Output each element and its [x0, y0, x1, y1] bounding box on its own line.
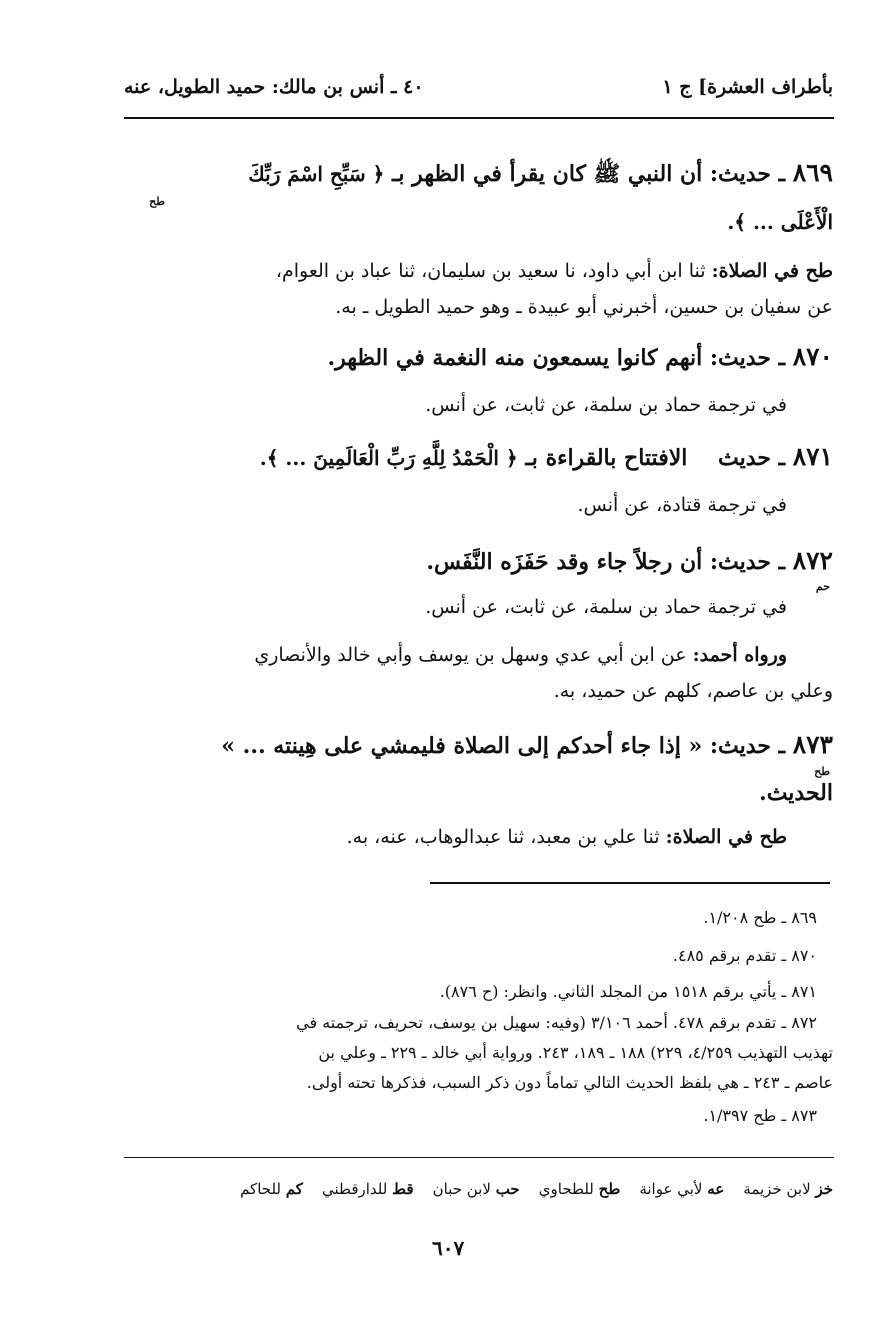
source-mark: حم	[815, 580, 830, 593]
hadith-870-note: في ترجمة حماد بن سلمة، عن ثابت، عن أنس.	[425, 394, 787, 416]
footnote-870: ٨٧٠ ـ تقدم برقم ٤٨٥.	[672, 946, 817, 965]
legend-item: خز لابن خزيمة	[743, 1180, 833, 1198]
footnote-869: ٨٦٩ ـ طح ١/٢٠٨.	[703, 908, 817, 927]
running-header-book: بأطراف العشرة] ج ١	[662, 76, 833, 98]
hadith-text: أنهم كانوا يسمعون منه النغمة في الظهر.	[327, 345, 703, 371]
hadith-873-continued: الحديث.	[759, 780, 833, 806]
hadith-869-heading: ٨٦٩ ـ حديث: أن النبي ﷺ كان يقرأ في الظهر بـ ﴿ سَبِّحِ اسْمَ رَبِّكَ	[248, 158, 833, 187]
hadith-873-source-line	[347, 826, 787, 848]
footnote-872: ٨٧٢ ـ تقدم برقم ٤٧٨. أحمد ٣/١٠٦ (وفيه: سهيل بن يوسف، تحريف، ترجمته في	[296, 1013, 817, 1032]
quran-quote-continued: الْأَعْلَى ... ﴾.	[727, 210, 833, 234]
legend-rule	[124, 1157, 834, 1158]
isnad-text: ثنا ابن أبي داود، نا سعيد بن سليمان، ثنا عباد بن العوام،	[275, 260, 706, 282]
page-number: ٦٠٧	[432, 1236, 465, 1260]
quran-quote: ﴿ سَبِّحِ اسْمَ رَبِّكَ	[248, 162, 385, 186]
quran-quote: ﴿ الْحَمْدُ لِلَّهِ رَبِّ الْعَالَمِينَ ... ﴾.	[259, 446, 518, 470]
hadith-873-heading: ٨٧٣ ـ حديث: « إذا جاء أحدكم إلى الصلاة فليمشي على هِينته ... »	[221, 730, 833, 759]
legend-item: حب لابن حبان	[432, 1180, 520, 1198]
hadith-label: حديث:	[709, 549, 771, 575]
hadith-number: ٨٧٣	[792, 730, 833, 759]
hadith-text: الافتتاح بالقراءة بـ	[525, 445, 688, 471]
hadith-number: ٨٧٢	[792, 546, 833, 575]
hadith-872-ahmad-line	[254, 644, 787, 666]
source-label: طح في الصلاة:	[665, 826, 787, 848]
hadith-label: حديث	[718, 445, 771, 471]
isnad-text: ثنا علي بن معبد، ثنا عبدالوهاب، عنه، به.	[346, 826, 660, 848]
hadith-870-heading: ٨٧٠ ـ حديث: أنهم كانوا يسمعون منه النغمة في الظهر.	[327, 342, 833, 371]
hadith-871-note: في ترجمة قتادة، عن أنس.	[577, 494, 787, 516]
hadith-label: حديث:	[709, 345, 771, 371]
legend-item: طح للطحاوي	[538, 1180, 621, 1198]
hadith-872-heading: ٨٧٢ ـ حديث: أن رجلاً جاء وقد حَفَزَه النَّفَس.	[426, 546, 833, 575]
hadith-number: ٨٧١	[792, 442, 833, 471]
hadith-872-ahmad-line-2: وعلي بن عاصم، كلهم عن حميد، به.	[553, 680, 833, 702]
footnote-871: ٨٧١ ـ يأتي برقم ١٥١٨ من المجلد الثاني. وانظر: (ح ٨٧٦).	[439, 982, 817, 1001]
source-mark: طح	[814, 765, 830, 778]
footnote-872-line-2: تهذيب التهذيب ٤/٢٥٩، ٢٢٩) ١٨٨ ـ ١٨٩، ٢٤٣. ورواية أبي خالد ـ ٢٢٩ ـ وعلي بن	[318, 1043, 833, 1062]
hadith-text: « إذا جاء أحدكم إلى الصلاة فليمشي على هِينته ... »	[221, 733, 703, 759]
footnote-872-line-3: عاصم ـ ٢٤٣ ـ هي بلفظ الحديث التالي تماماً دون ذكر السبب، فذكرها تحته أولى.	[306, 1073, 833, 1092]
hadith-number: ٨٧٠	[792, 342, 833, 371]
hadith-text: أن النبي ﷺ كان يقرأ في الظهر بـ	[391, 161, 703, 187]
source-mark: طح	[149, 195, 165, 208]
hadith-869-source-line	[276, 260, 833, 282]
source-label: ورواه أحمد:	[692, 644, 787, 666]
hadith-label: حديث:	[709, 161, 771, 187]
abbreviations-legend	[240, 1180, 833, 1198]
legend-item: قط للدارقطني	[321, 1180, 414, 1198]
footnote-873: ٨٧٣ ـ طح ١/٣٩٧.	[703, 1106, 817, 1125]
hadith-number: ٨٦٩	[792, 158, 833, 187]
hadith-872-note: في ترجمة حماد بن سلمة، عن ثابت، عن أنس.	[425, 596, 787, 618]
hadith-label: حديث:	[709, 733, 771, 759]
legend-item: كم للحاكم	[240, 1180, 303, 1198]
running-header-chapter: ٤٠ ـ أنس بن مالك: حميد الطويل، عنه	[124, 76, 424, 98]
hadith-871-heading: ٨٧١ ـ حديث الافتتاح بالقراءة بـ ﴿ الْحَمْدُ لِلَّهِ رَبِّ الْعَالَمِينَ ... ﴾.	[259, 442, 833, 471]
header-rule	[124, 117, 834, 119]
isnad-text: عن ابن أبي عدي وسهل بن يوسف وأبي خالد والأنصاري	[254, 644, 687, 666]
hadith-869-source-line-2: عن سفيان بن حسين، أخبرني أبو عبيدة ـ وهو حميد الطويل ـ به.	[335, 296, 833, 318]
legend-item: عه لأبي عوانة	[639, 1180, 725, 1198]
hadith-text: أن رجلاً جاء وقد حَفَزَه النَّفَس.	[426, 549, 703, 575]
source-label: طح في الصلاة:	[711, 260, 833, 282]
footnote-separator	[430, 882, 830, 884]
